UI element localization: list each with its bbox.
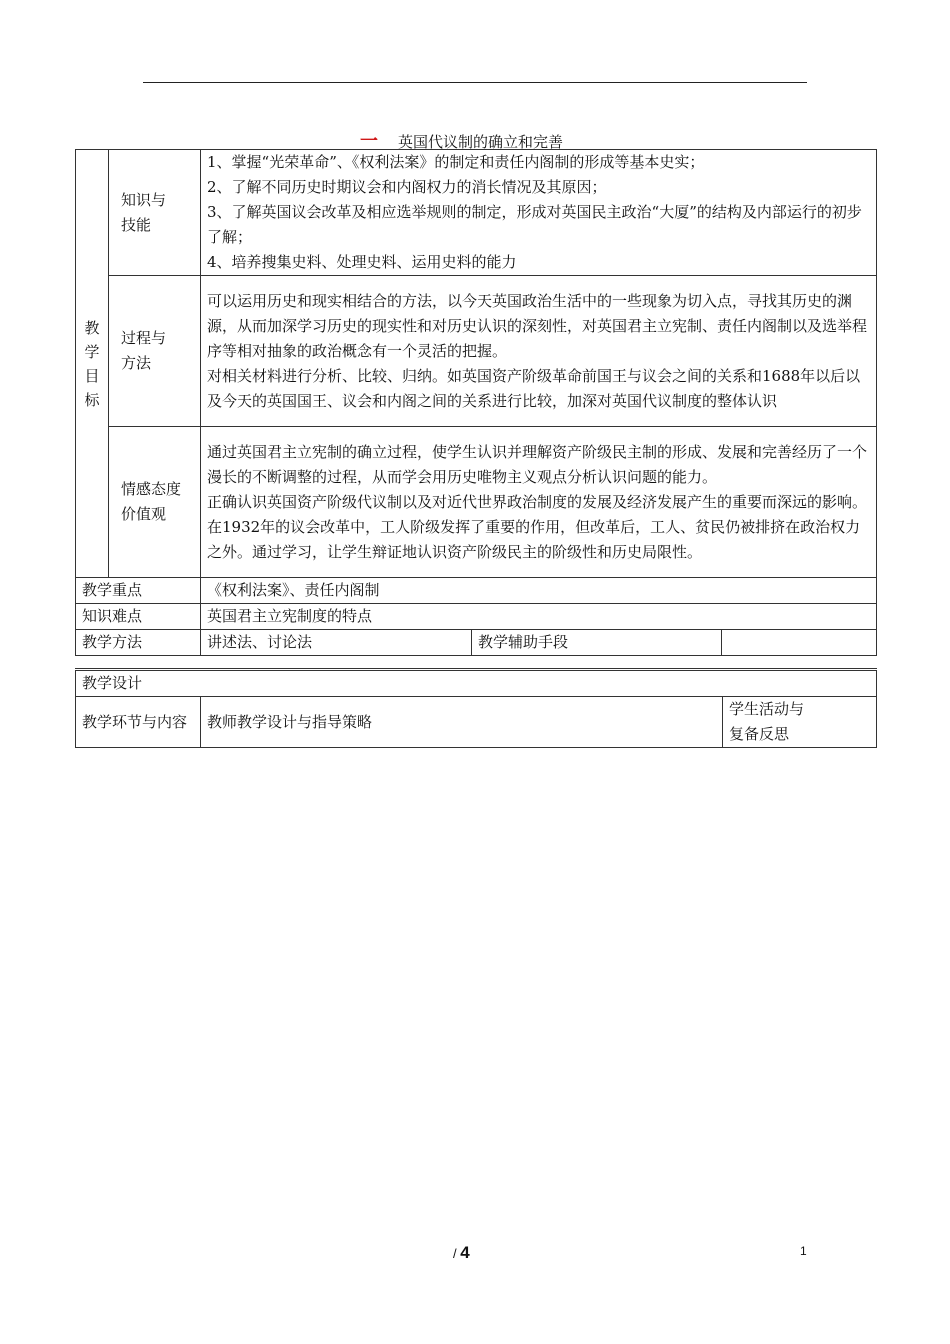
objectives-label-char: 标: [84, 390, 100, 409]
knowledge-label: [109, 150, 201, 276]
knowledge-label-line: 技能: [121, 215, 152, 234]
process-item: 可以运用历史和现实相结合的方法，以今天英国政治生活中的一些现象为切入点，寻找其历史的渊源，从而加深学习历史的现实性和对历史认识的深刻性，对英国君主立宪制、责任内阁制以及选举程序等相对抽象的政治概念有一个灵活的把握。: [207, 291, 868, 360]
page-total-number: 4: [460, 1243, 470, 1262]
knowledge-label-line: 知识与: [121, 190, 167, 209]
aids-value: [722, 630, 877, 656]
process-label-line: 方法: [121, 354, 152, 372]
page-separator: /: [453, 1246, 457, 1261]
objectives-label-char: 目: [84, 366, 100, 385]
difficulty-value: 英国君主立宪制度的特点: [201, 604, 877, 630]
design-table: [75, 668, 877, 748]
design-col-student-line: 复备反思: [729, 725, 790, 743]
design-col-student: [723, 697, 877, 748]
objectives-label-char: 教: [84, 318, 100, 337]
design-col-stage: 教学环节与内容: [76, 697, 201, 748]
header-rule: [143, 82, 807, 83]
design-header: 教学设计: [76, 670, 877, 697]
emotion-item: 在1932年的议会改革中，工人阶级发挥了重要的作用，但改革后，工人、贫民仍被排挤在政治权力之外。通过学习，让学生辩证地认识资产阶级民主的阶级性和历史局限性。: [207, 517, 861, 561]
emotion-label: [109, 427, 201, 578]
knowledge-item: 2、了解不同历史时期议会和内阁权力的消长情况及其原因；: [207, 178, 607, 196]
knowledge-content: [201, 150, 877, 276]
process-item: 对相关材料进行分析、比较、归纳。如英国资产阶级革命前国王与议会之间的关系和1688年以后以及今天的英国国王、议会和内阁之间的关系进行比较，加深对英国代议制度的整体认识: [207, 366, 861, 410]
process-label-line: 过程与: [121, 329, 167, 347]
difficulty-label: 知识难点: [76, 604, 201, 630]
aids-label: 教学辅助手段: [472, 630, 722, 656]
emotion-item: 通过英国君主立宪制的确立过程，使学生认识并理解资产阶级民主制的形成、发展和完善经历了一个漫长的不断调整的过程，从而学会用历史唯物主义观点分析认识问题的能力。: [207, 442, 868, 486]
knowledge-item: 3、了解英国议会改革及相应选举规则的制定，形成对英国民主政治“大厦”的结构及内部运行的初步了解；: [207, 203, 862, 246]
methods-value: 讲述法、讨论法: [201, 630, 472, 656]
emotion-content: [201, 427, 877, 578]
key-points-label: 教学重点: [76, 578, 201, 604]
page-total: [453, 1243, 470, 1263]
knowledge-item: 4、培养搜集史料、处理史料、运用史料的能力: [207, 253, 517, 271]
objectives-table: [75, 149, 877, 656]
process-content: [201, 276, 877, 427]
lesson-number: 一: [360, 131, 378, 152]
design-col-teacher: 教师教学设计与指导策略: [201, 697, 723, 748]
lesson-title-text: 英国代议制的确立和完善: [398, 133, 564, 151]
knowledge-item: 1、掌握“光荣革命”、《权利法案》的制定和责任内阁制的形成等基本史实；: [207, 153, 705, 171]
objectives-label: [76, 150, 109, 578]
process-label: [109, 276, 201, 427]
lesson-title: [360, 127, 564, 152]
emotion-label-line: 情感态度: [121, 480, 182, 498]
objectives-label-char: 学: [84, 342, 100, 361]
emotion-label-line: 价值观: [121, 505, 167, 523]
methods-label: 教学方法: [76, 630, 201, 656]
design-col-student-line: 学生活动与: [729, 700, 805, 718]
key-points-value: 《权利法案》、责任内阁制: [201, 578, 877, 604]
page-number: 1: [800, 1244, 807, 1258]
emotion-item: 正确认识英国资产阶级代议制以及对近代世界政治制度的发展及经济发展产生的重要而深远的影响。: [207, 492, 868, 511]
